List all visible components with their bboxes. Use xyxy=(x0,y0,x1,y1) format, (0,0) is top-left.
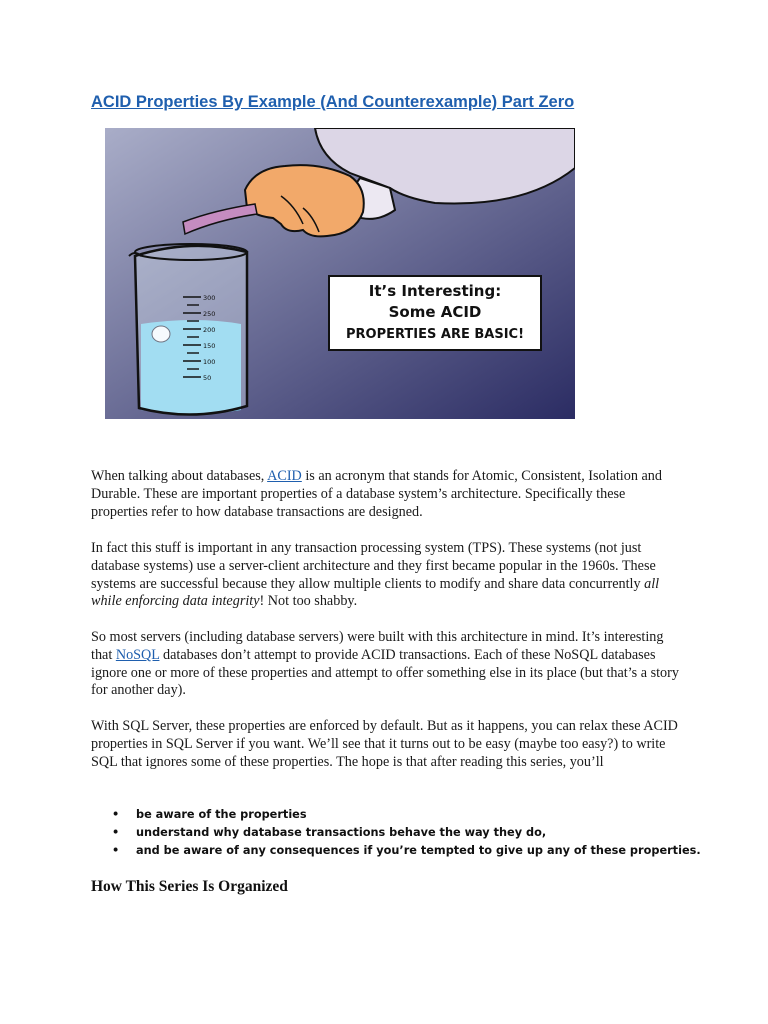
paragraph-sql-server: With SQL Server, these properties are enforced by default. But as it happens, you can relax these ACID properties in SQL Server if you want. We’ll see that it turns out to be easy (maybe too easy?) to write SQL that ignores some of these properties. The hope is that after reading this series, you’ll xyxy=(91,718,678,770)
acid-link[interactable]: ACID xyxy=(267,468,302,484)
nosql-link[interactable]: NoSQL xyxy=(115,646,160,663)
beaker-mark-100: 100 xyxy=(203,358,216,366)
list-item: • be aware of the properties xyxy=(91,806,701,824)
paragraph-nosql: So most servers (including database servers) were built with this architecture in mind. It’s interesting that NoSQL databases don’t attempt to provide ACID transactions. Each of these NoSQL databases ignore one or more of these properties and attempt to offer something else in its place (but that’s a story for another day). xyxy=(91,629,679,699)
article-title-link[interactable]: ACID Properties By Example (And Counterexample) Part Zero xyxy=(91,93,575,111)
beaker-mark-200: 200 xyxy=(203,326,216,334)
acid-cartoon-illustration xyxy=(105,128,575,419)
emphasis-data-integrity: all while enforcing data integrity xyxy=(91,575,660,610)
takeaways-list xyxy=(91,806,701,860)
list-item: • and be aware of any consequences if you’re tempted to give up any of these properties. xyxy=(91,842,701,860)
section-heading: How This Series Is Organized xyxy=(91,878,288,895)
caption-line-2: Some ACID xyxy=(388,303,482,321)
beaker-mark-50: 50 xyxy=(203,374,212,382)
beaker-mark-250: 250 xyxy=(203,310,216,318)
caption-line-3: properties are basic! xyxy=(345,327,525,342)
beaker xyxy=(135,246,247,415)
beaker-mark-300: 300 xyxy=(203,294,216,302)
caption-line-1: It’s Interesting: xyxy=(368,282,502,300)
paragraph-acid-definition: When talking about databases, ACID is an acronym that stands for Atomic, Consistent, Isolation and Durable. These are important properties of a database system’s architecture. Specifically these properties refer to how database transactions are designed. xyxy=(91,468,662,520)
bullet-glyph: • xyxy=(112,844,120,857)
paragraph-tps: In fact this stuff is important in any transaction processing system (TPS). These systems (not just database systems) use a server-client architecture and they first became popular in the 1960s. These systems are successful because they allow multiple clients to modify and share data concurrently all while enforcing data integrity! Not too shabby. xyxy=(91,540,660,610)
beaker-mark-150: 150 xyxy=(203,342,216,350)
bullet-glyph: • xyxy=(112,826,120,839)
list-item: • understand why database transactions behave the way they do, xyxy=(91,824,701,842)
bullet-glyph: • xyxy=(112,808,120,821)
